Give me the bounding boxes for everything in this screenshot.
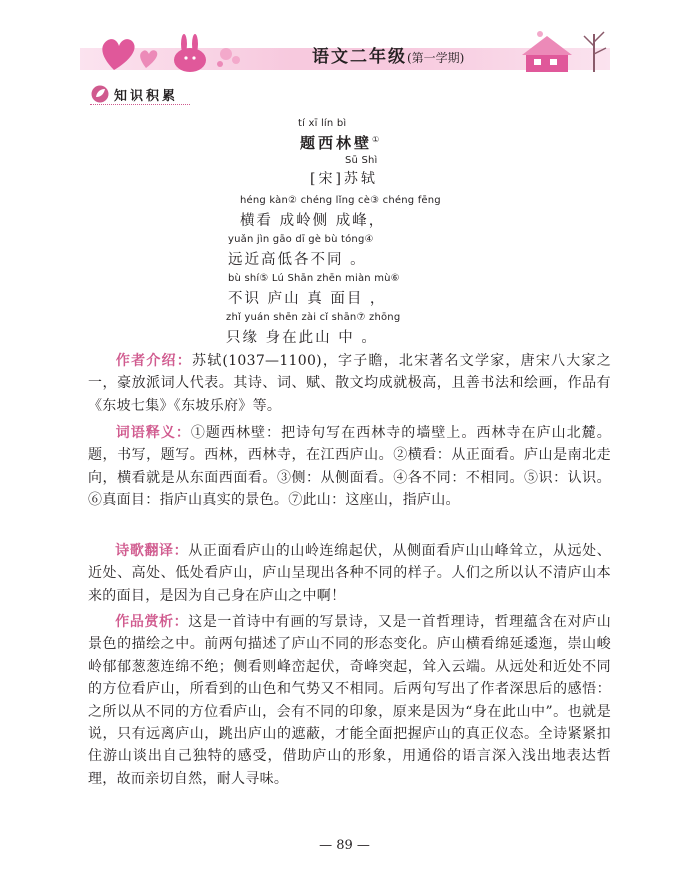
poem-author: [宋]苏轼 [310, 171, 378, 187]
poem-title-note: ① [372, 135, 383, 144]
section-label-text: 知识积累 [114, 89, 179, 104]
poem-line-1: 横看 成岭侧 成峰， [240, 213, 386, 229]
poem-line-4-pinyin: zhǐ yuán shēn zài cǐ shān⑦ zhōng [226, 312, 401, 323]
word-explanation-label: 词语释义： [115, 425, 191, 441]
page-header [80, 28, 610, 78]
word-explanation-paragraph [88, 422, 611, 512]
header-title-main: 语文二年级 [312, 47, 407, 67]
appreciation-text: 这是一首诗中有画的写景诗，又是一首哲理诗，哲理蕴含在对庐山景色的描绘之中。前两句描述了庐山不同的形态变化。庐山横看绵延逶迤，崇山峻岭郁郁葱葱连绵不绝；侧看则峰峦起伏，奇峰突起，耸入云端。从远处和近处不同的方位看庐山，所看到的山色和气势又不相同。后两句写出了作者深思后的感悟：之所以从不同的方位看庐山，会有不同的印象，原来是因为“身在此山中”。也就是说，只有远离庐山，跳出庐山的遮蔽，才能全面把握庐山的真正仪态。全诗紧紧扣住游山谈出自己独特的感受，借助庐山的形象，用通俗的语言深入浅出地表达哲理，故而亲切自然，耐人寻味。 [88, 614, 612, 787]
poem-title [300, 132, 382, 153]
section-label-underline [90, 104, 190, 105]
poem-author-pinyin: Sū Shì [345, 155, 378, 166]
author-intro-paragraph [88, 350, 611, 417]
author-intro-label: 作者介绍： [115, 353, 192, 369]
appreciation-label: 作品赏析： [115, 614, 189, 630]
poem-line-3: 不识 庐山 真 面目 ， [228, 291, 387, 307]
header-title-sub: (第一学期) [407, 51, 465, 65]
house-tree-decoration [520, 24, 610, 78]
flower-hearts-decoration [94, 30, 254, 78]
page-number: — 89 — [319, 838, 370, 853]
poem-line-2: 远近高低各不同 。 [228, 252, 367, 268]
poem-line-1-pinyin: héng kàn② chéng lǐng cè③ chéng fēng [240, 195, 441, 206]
poem-translation-paragraph [88, 540, 611, 607]
author-intro-text: 苏轼(1037—1100)，字子瞻，北宋著名文学家，唐宋八大家之一，豪放派词人代表。其诗、词、赋、散文均成就极高，且善书法和绘画，作品有《东坡七集》《东坡乐府》等。 [88, 353, 612, 414]
appreciation-paragraph [88, 611, 611, 790]
poem-line-3-pinyin: bù shí⑤ Lú Shān zhēn miàn mù⑥ [228, 273, 400, 284]
poem-title-pinyin: tí xī lín bì [298, 118, 347, 129]
word-explanation-text: ①题西林壁：把诗句写在西林寺的墙壁上。西林寺在庐山北麓。题，书写，题写。西林，西林寺，在江西庐山。②横看：从正面看。庐山是南北走向，横看就是从东面西面看。③侧：从侧面看。④各不同：不相同。⑤识：认识。⑥真面目：指庐山真实的景色。⑦此山：这座山，指庐山。 [88, 425, 612, 509]
poem-title-text: 题西林壁 [300, 134, 373, 152]
poem-translation-text: 从正面看庐山的山岭连绵起伏，从侧面看庐山山峰耸立，从远处、近处、高处、低处看庐山，庐山呈现出各种不同的样子。人们之所以认不清庐山本来的面目，是因为自己身在庐山之中啊！ [88, 543, 612, 604]
poem-line-4: 只缘 身在此山 中 。 [226, 330, 378, 346]
leaf-icon [90, 84, 110, 104]
poem-translation-label: 诗歌翻译： [115, 543, 189, 559]
poem-line-2-pinyin: yuǎn jìn gāo dī gè bù tóng④ [228, 234, 374, 245]
header-title [312, 42, 464, 67]
